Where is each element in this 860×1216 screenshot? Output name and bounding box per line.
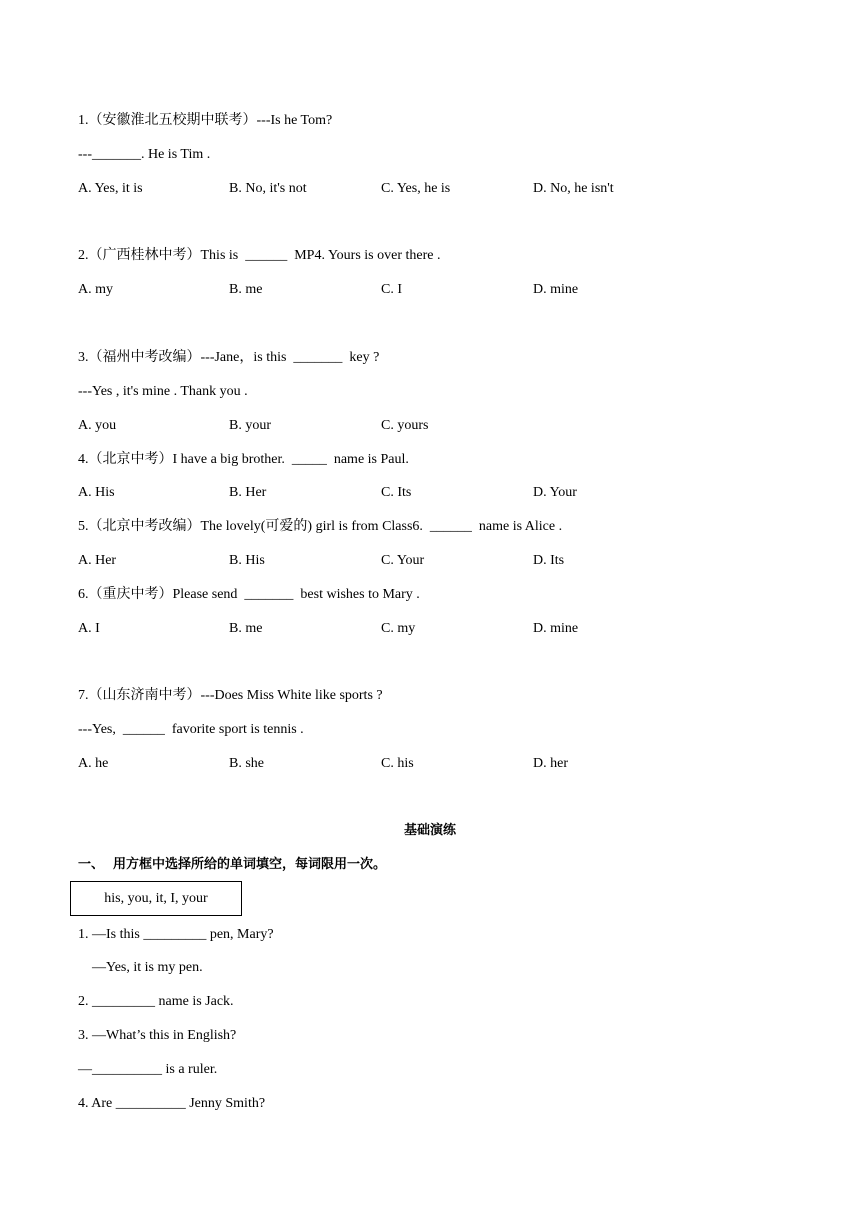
fill-item-4: 4. Are __________ Jenny Smith? [78,1096,266,1111]
question-5-stem: 5.（北京中考改编）The lovely(可爱的) girl is from Class6. ______ name is Alice . [78,519,563,534]
option-c: C. his [381,756,414,771]
option-b: B. me [229,621,263,636]
fill-item-1: 1. —Is this _________ pen, Mary? [78,927,274,942]
option-c: C. my [381,621,416,636]
option-c: C. Its [381,485,412,500]
option-d: D. mine [533,282,579,297]
option-b: B. His [229,553,265,568]
question-3-answer-line: ---Yes , it's mine . Thank you . [78,384,248,399]
option-b: B. Her [229,485,267,500]
section-instruction: 一、 用方框中选择所给的单词填空，每词限用一次。 [78,857,387,872]
option-a: A. you [78,418,117,433]
question-3-stem: 3.（福州中考改编）---Jane，is this _______ key ? [78,350,380,365]
question-3-options [78,416,698,436]
section-title: 基础演练 [403,823,456,838]
question-6-stem: 6.（重庆中考）Please send _______ best wishes to Mary . [78,587,420,602]
option-d: D. her [533,756,568,771]
option-a: A. His [78,485,115,500]
option-b: B. No, it's not [229,181,307,196]
question-7-options [78,754,698,774]
question-6-options [78,619,698,639]
fill-item-2: 2. _________ name is Jack. [78,994,234,1009]
word-box: his, you, it, I, your [70,881,242,916]
fill-item-3: 3. —What’s this in English? [78,1028,237,1043]
question-5-options [78,551,698,571]
option-a: A. he [78,756,109,771]
question-1-answer-line: ---_______. He is Tim . [78,147,211,162]
question-7-answer-line: ---Yes, ______ favorite sport is tennis . [78,722,304,737]
option-c: C. Yes, he is [381,181,451,196]
option-b: B. she [229,756,264,771]
question-1-options [78,179,698,199]
question-2-stem: 2.（广西桂林中考）This is ______ MP4. Yours is over there . [78,248,441,263]
question-4-stem: 4.（北京中考）I have a big brother. _____ name is Paul. [78,452,409,467]
option-b: B. me [229,282,263,297]
option-a: A. my [78,282,113,297]
option-d: D. Your [533,485,577,500]
option-a: A. Yes, it is [78,181,143,196]
option-b: B. your [229,418,271,433]
fill-item-3-response: —__________ is a ruler. [78,1062,218,1077]
option-a: A. I [78,621,100,636]
question-1-stem: 1.（安徽淮北五校期中联考）---Is he Tom? [78,113,333,128]
question-2-options [78,280,698,300]
option-d: D. Its [533,553,565,568]
question-4-options [78,483,698,503]
option-d: D. mine [533,621,579,636]
question-7-stem: 7.（山东济南中考）---Does Miss White like sports ? [78,688,383,703]
fill-item-1-response: —Yes, it is my pen. [78,960,203,975]
option-c: C. yours [381,418,429,433]
option-c: C. I [381,282,402,297]
option-c: C. Your [381,553,425,568]
option-a: A. Her [78,553,117,568]
option-d: D. No, he isn't [533,181,614,196]
